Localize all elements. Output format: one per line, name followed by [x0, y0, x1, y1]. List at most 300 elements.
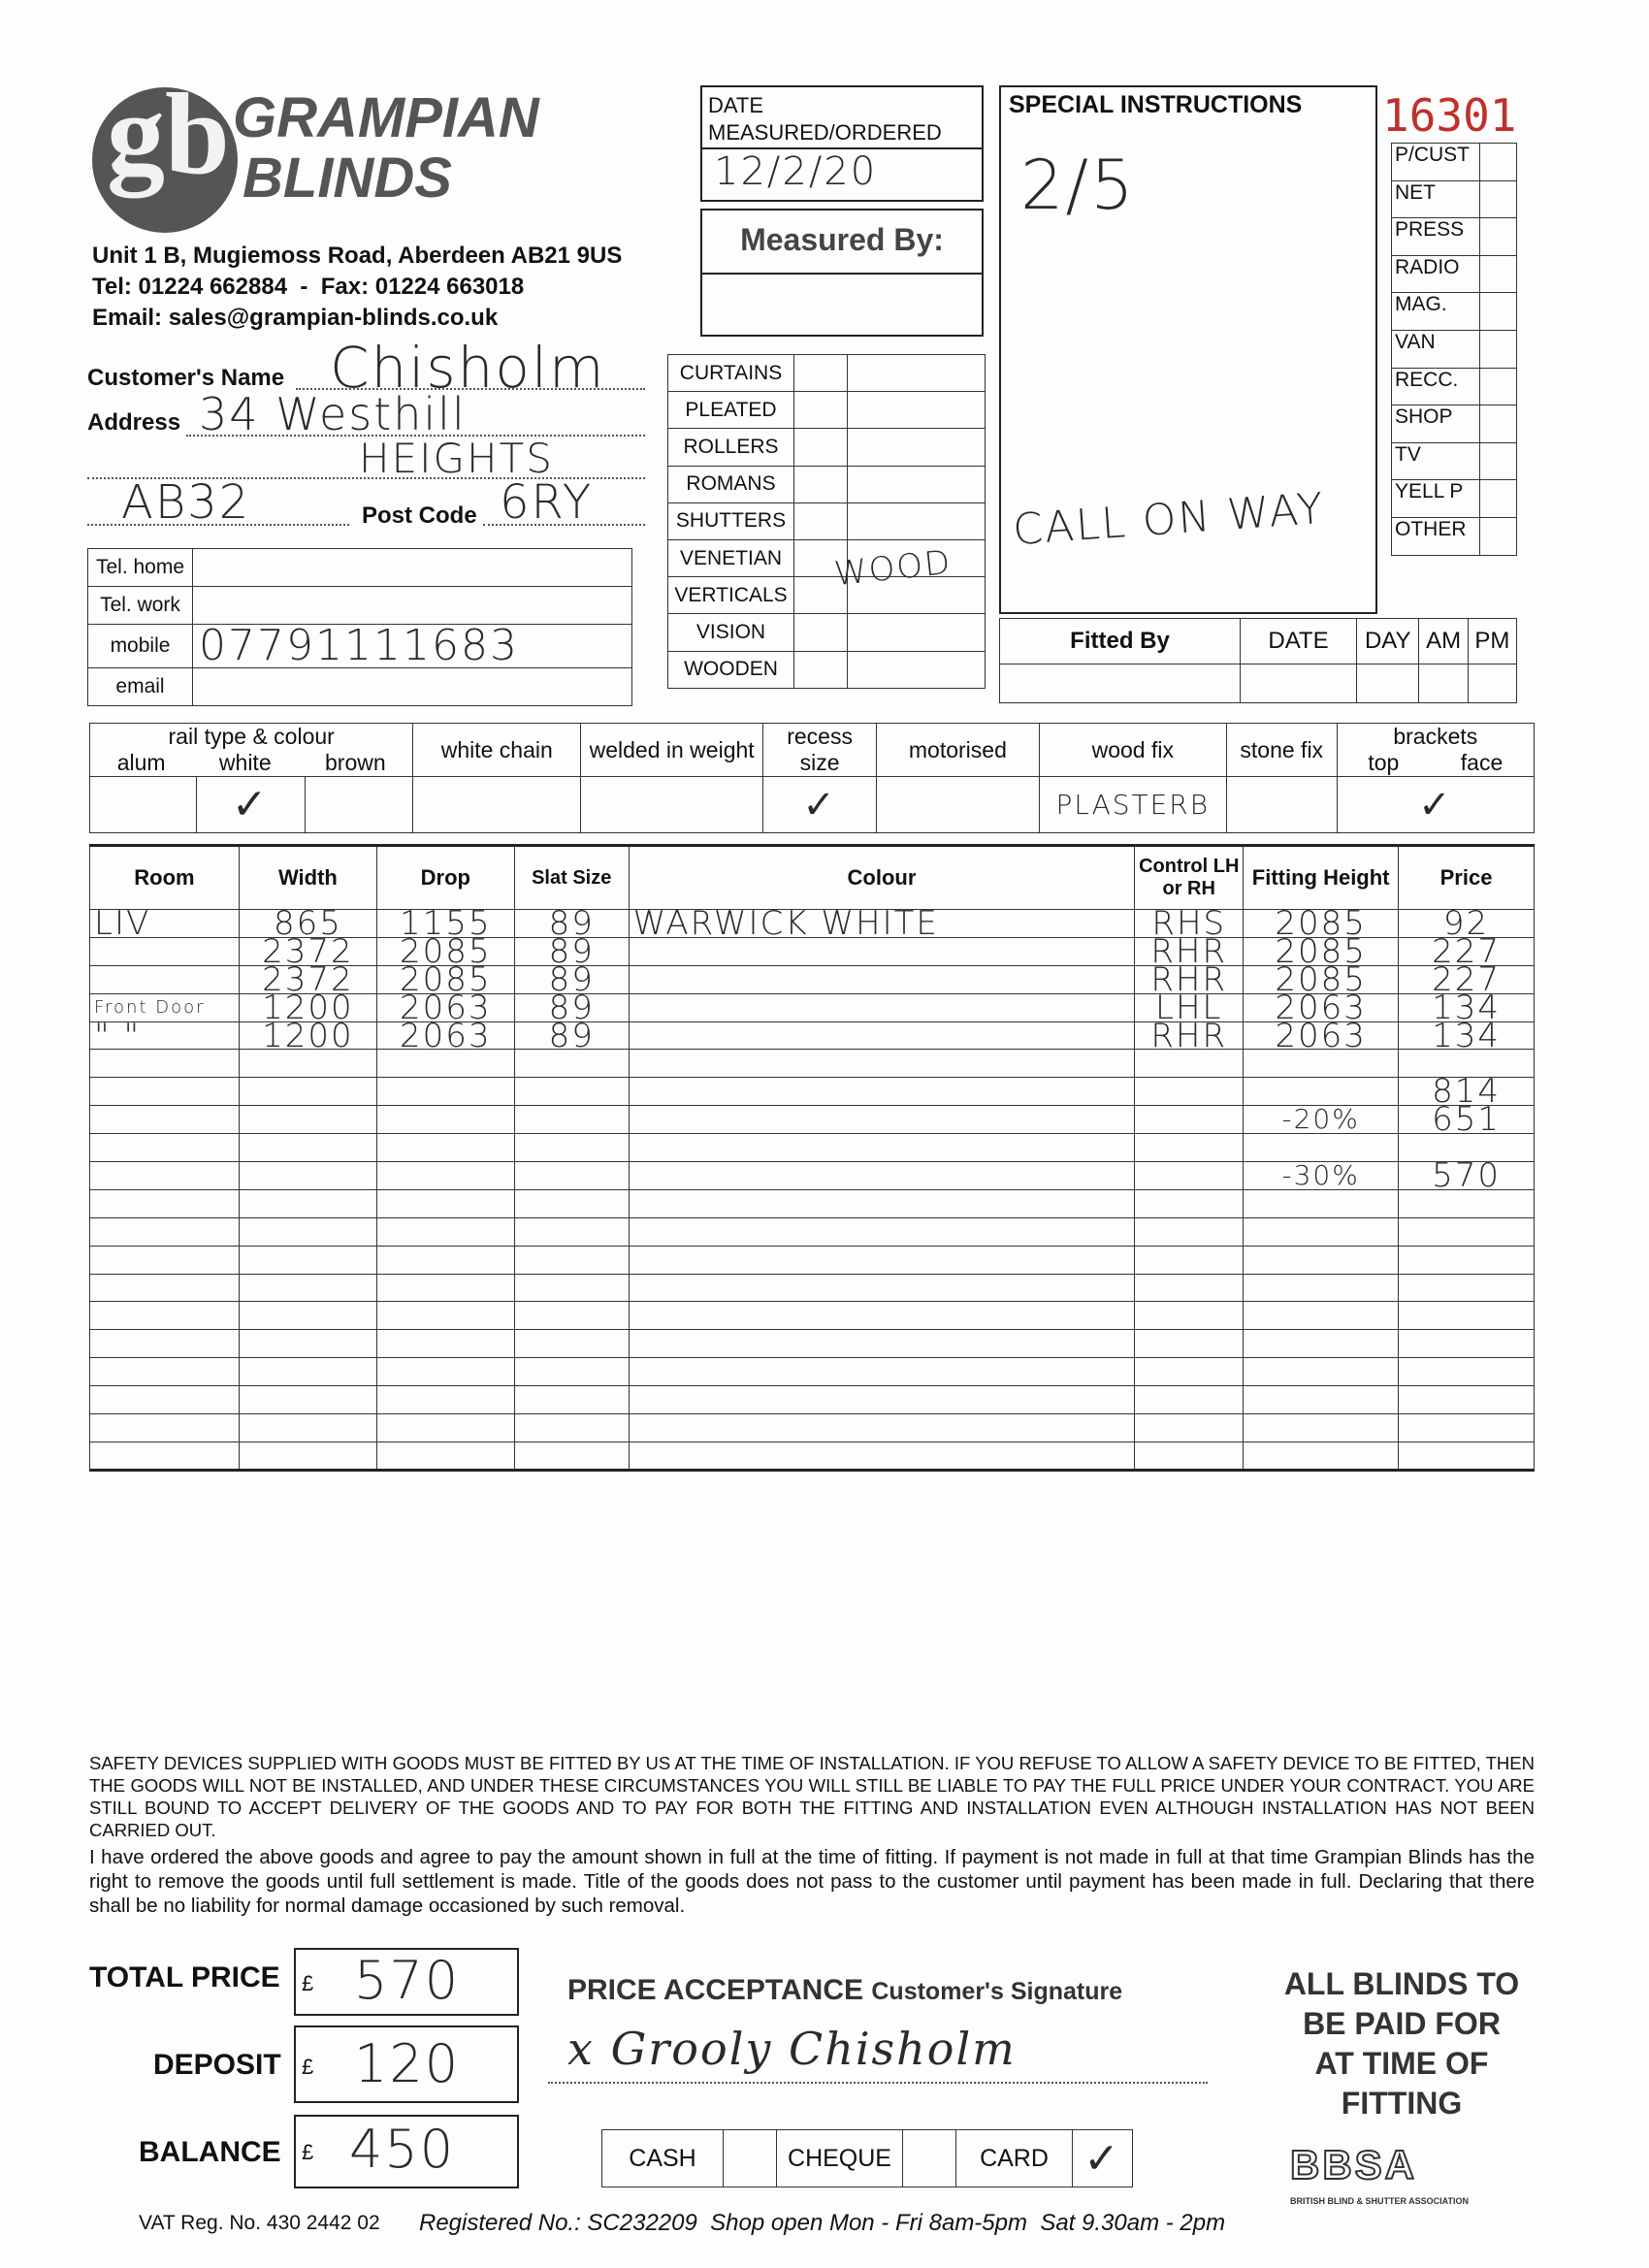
order-cell[interactable]: 570: [1399, 1162, 1535, 1190]
order-cell[interactable]: -30%: [1244, 1162, 1399, 1190]
order-cell[interactable]: [1135, 1106, 1244, 1134]
deposit-box[interactable]: [294, 2025, 519, 2103]
order-cell[interactable]: [90, 1386, 240, 1414]
order-cell[interactable]: [629, 993, 1135, 1021]
date-label-2: MEASURED/ORDERED: [702, 118, 982, 149]
rail-type-title: rail type & colour: [168, 724, 335, 749]
order-cell[interactable]: 2063: [1244, 1021, 1399, 1050]
order-cell[interactable]: [514, 1330, 629, 1358]
source-checkbox[interactable]: [1480, 442, 1517, 480]
vat-number: VAT Reg. No. 430 2442 02: [139, 2212, 380, 2234]
source-checkbox[interactable]: [1480, 218, 1517, 256]
order-cell[interactable]: [1135, 1217, 1244, 1246]
source-checkbox[interactable]: [1480, 368, 1517, 405]
order-cell[interactable]: [629, 965, 1135, 993]
order-cell[interactable]: [239, 1162, 376, 1190]
order-cell[interactable]: [629, 1302, 1135, 1330]
product-checkbox[interactable]: [794, 466, 848, 502]
order-cell[interactable]: [90, 1330, 240, 1358]
order-cell[interactable]: [1244, 1050, 1399, 1078]
order-cell[interactable]: 1155: [376, 910, 514, 938]
table-row: [90, 1106, 1535, 1134]
brackets-check-icon[interactable]: ✓: [1337, 777, 1534, 833]
product-checkbox[interactable]: [794, 429, 848, 466]
order-cell[interactable]: 2085: [1244, 965, 1399, 993]
order-cell[interactable]: [239, 1274, 376, 1302]
source-row: [1392, 368, 1517, 405]
date-label: DATE: [708, 93, 764, 117]
venetian-note[interactable]: WOOD: [832, 542, 954, 595]
registration-hours: Registered No.: SC232209 Shop open Mon - Fri 8am-5pm Sat 9.30am - 2pm: [419, 2210, 1226, 2236]
order-cell[interactable]: [239, 1217, 376, 1246]
order-cell[interactable]: [514, 1274, 629, 1302]
order-cell[interactable]: [239, 1050, 376, 1078]
source-checkbox[interactable]: [1480, 293, 1517, 331]
order-cell[interactable]: [90, 1442, 240, 1470]
order-cell[interactable]: [1244, 1134, 1399, 1162]
rail-white-label: white: [218, 750, 272, 775]
fitted-pm-label: PM: [1468, 619, 1516, 664]
order-cell[interactable]: [629, 1134, 1135, 1162]
order-cell[interactable]: [1399, 1330, 1535, 1358]
order-cell[interactable]: 89: [514, 1021, 629, 1050]
order-cell[interactable]: 1200: [239, 993, 376, 1021]
order-cell[interactable]: [90, 1106, 240, 1134]
source-label: NET: [1392, 180, 1480, 218]
order-cell[interactable]: 814: [1399, 1078, 1535, 1106]
order-cell[interactable]: [376, 1189, 514, 1217]
balance-label: BALANCE: [139, 2136, 281, 2168]
order-cell[interactable]: [1399, 1358, 1535, 1386]
order-cell[interactable]: 2085: [376, 965, 514, 993]
table-row: [90, 910, 1535, 938]
order-cell[interactable]: [629, 1274, 1135, 1302]
phone-value[interactable]: [193, 549, 632, 587]
fitted-pm-value[interactable]: [1468, 664, 1516, 703]
wood-fix-value[interactable]: PLASTERB: [1039, 777, 1226, 833]
order-cell[interactable]: 2085: [1244, 910, 1399, 938]
product-checkbox[interactable]: [794, 651, 848, 688]
product-checkbox[interactable]: [794, 502, 848, 539]
deposit-label: DEPOSIT: [153, 2049, 281, 2081]
payment-method-table: [601, 2129, 1133, 2187]
order-cell[interactable]: [376, 1106, 514, 1134]
order-cell[interactable]: [239, 1386, 376, 1414]
order-cell[interactable]: [1244, 1217, 1399, 1246]
rail-brown-value[interactable]: [305, 777, 413, 833]
order-cell[interactable]: [239, 1246, 376, 1274]
order-cell[interactable]: RHR: [1135, 937, 1244, 965]
order-cell[interactable]: [1135, 1414, 1244, 1442]
order-cell[interactable]: [514, 1414, 629, 1442]
table-row: [90, 1302, 1535, 1330]
source-checkbox[interactable]: [1480, 405, 1517, 443]
product-note[interactable]: [848, 614, 986, 651]
order-cell[interactable]: [514, 1302, 629, 1330]
order-cell[interactable]: 89: [514, 937, 629, 965]
rail-white-check-icon[interactable]: ✓: [196, 777, 305, 833]
order-cell[interactable]: [514, 1442, 629, 1470]
order-header-row: [90, 846, 1535, 910]
phone-value[interactable]: 07791111683: [193, 625, 632, 668]
payment-cheque-label: CHEQUE: [777, 2130, 903, 2187]
order-cell[interactable]: [1244, 1189, 1399, 1217]
order-cell[interactable]: 2063: [376, 993, 514, 1021]
source-checkbox[interactable]: [1480, 330, 1517, 368]
notice-line-4: FITTING: [1341, 2086, 1463, 2121]
price-acceptance-label: PRICE ACCEPTANCE: [567, 1974, 864, 2006]
order-cell[interactable]: [514, 1162, 629, 1190]
welded-value[interactable]: [581, 777, 763, 833]
fitted-day-value[interactable]: [1357, 664, 1419, 703]
order-cell[interactable]: [514, 1246, 629, 1274]
order-cell[interactable]: [90, 937, 240, 965]
fitted-am-value[interactable]: [1419, 664, 1468, 703]
order-cell[interactable]: 2085: [1244, 937, 1399, 965]
table-row: [90, 1134, 1535, 1162]
order-cell[interactable]: [514, 1106, 629, 1134]
order-cell[interactable]: 134: [1399, 993, 1535, 1021]
recess-label: recess size: [763, 724, 877, 777]
source-checkbox[interactable]: [1480, 517, 1517, 555]
order-cell[interactable]: [1399, 1217, 1535, 1246]
order-cell[interactable]: [1399, 1134, 1535, 1162]
phone-label: Tel. work: [88, 587, 193, 625]
order-cell[interactable]: [90, 1050, 240, 1078]
order-cell[interactable]: [376, 1414, 514, 1442]
special-note-1[interactable]: 2/5: [1020, 146, 1136, 225]
notice-line-3: AT TIME OF: [1314, 2046, 1489, 2081]
order-cell[interactable]: [1135, 1246, 1244, 1274]
bbsa-caption: BRITISH BLIND & SHUTTER ASSOCIATION: [1290, 2196, 1469, 2206]
product-note[interactable]: [848, 651, 986, 688]
recess-check-icon[interactable]: ✓: [763, 777, 877, 833]
order-header: Width: [239, 846, 376, 910]
order-cell[interactable]: [629, 1442, 1135, 1470]
order-cell[interactable]: [376, 1386, 514, 1414]
phone-row: [88, 625, 632, 668]
payment-cash-box[interactable]: [724, 2130, 777, 2187]
phone-value[interactable]: [193, 587, 632, 625]
payment-card-label: CARD: [956, 2130, 1073, 2187]
order-cell[interactable]: [239, 1106, 376, 1134]
order-header: Slat Size: [514, 846, 629, 910]
order-cell[interactable]: [629, 1078, 1135, 1106]
customer-name-value[interactable]: Chisholm: [330, 335, 606, 401]
bbsa-logo: BBSA: [1290, 2142, 1418, 2187]
phone-label: mobile: [88, 625, 193, 668]
order-cell[interactable]: [629, 1217, 1135, 1246]
product-row: [668, 392, 986, 429]
source-checkbox[interactable]: [1480, 255, 1517, 293]
order-cell[interactable]: [376, 1330, 514, 1358]
order-cell[interactable]: [1244, 1302, 1399, 1330]
order-cell[interactable]: [514, 1078, 629, 1106]
fitted-date-value[interactable]: [1241, 664, 1357, 703]
order-cell[interactable]: 227: [1399, 965, 1535, 993]
order-cell[interactable]: [1135, 1189, 1244, 1217]
order-table: [89, 844, 1535, 1472]
order-cell[interactable]: [1244, 1414, 1399, 1442]
stone-fix-value[interactable]: [1226, 777, 1337, 833]
fitted-by-value[interactable]: [1000, 664, 1241, 703]
customer-signature[interactable]: x Grooly Chisholm: [567, 2023, 1017, 2075]
order-cell[interactable]: [514, 1134, 629, 1162]
order-cell[interactable]: [1135, 1274, 1244, 1302]
order-cell[interactable]: [629, 1189, 1135, 1217]
order-cell[interactable]: 227: [1399, 937, 1535, 965]
source-row: [1392, 330, 1517, 368]
address-value-2[interactable]: HEIGHTS: [359, 435, 554, 482]
order-cell[interactable]: 865: [239, 910, 376, 938]
order-cell[interactable]: [376, 1134, 514, 1162]
source-checkbox[interactable]: [1480, 144, 1517, 181]
measured-by-box: [700, 209, 984, 337]
motorised-label: motorised: [877, 724, 1040, 777]
order-cell[interactable]: [1399, 1050, 1535, 1078]
product-checkbox[interactable]: [794, 614, 848, 651]
order-cell[interactable]: WARWICK WHITE: [629, 910, 1135, 938]
phone-label: Tel. home: [88, 549, 193, 587]
order-cell[interactable]: RHR: [1135, 965, 1244, 993]
source-label: VAN: [1392, 330, 1480, 368]
order-cell[interactable]: [629, 1050, 1135, 1078]
date-value[interactable]: 12/2/20: [714, 149, 878, 194]
source-row: [1392, 293, 1517, 331]
order-cell[interactable]: [1135, 1330, 1244, 1358]
product-note[interactable]: [848, 429, 986, 466]
order-cell[interactable]: [514, 1358, 629, 1386]
source-label: P/CUST: [1392, 144, 1480, 181]
order-cell[interactable]: [514, 1386, 629, 1414]
order-cell[interactable]: [1135, 1358, 1244, 1386]
table-row: [90, 1021, 1535, 1050]
order-cell[interactable]: [1135, 1442, 1244, 1470]
postcode-value[interactable]: 6RY: [500, 475, 594, 530]
order-cell[interactable]: [90, 1302, 240, 1330]
order-cell[interactable]: [239, 1302, 376, 1330]
fitted-am-label: AM: [1419, 619, 1468, 664]
order-cell[interactable]: [239, 1078, 376, 1106]
order-cell[interactable]: [376, 1358, 514, 1386]
table-row: [90, 1162, 1535, 1190]
order-cell[interactable]: [376, 1162, 514, 1190]
order-cell[interactable]: 89: [514, 965, 629, 993]
brackets-label: brackets: [1393, 724, 1478, 749]
order-cell[interactable]: [376, 1302, 514, 1330]
order-cell[interactable]: [514, 1217, 629, 1246]
source-row: [1392, 442, 1517, 480]
order-cell[interactable]: [90, 1189, 240, 1217]
order-cell[interactable]: [376, 1246, 514, 1274]
order-cell[interactable]: [629, 1414, 1135, 1442]
order-cell[interactable]: [376, 1442, 514, 1470]
order-cell[interactable]: [1399, 1302, 1535, 1330]
order-cell[interactable]: [514, 1050, 629, 1078]
order-cell[interactable]: 89: [514, 993, 629, 1021]
order-cell[interactable]: [629, 1162, 1135, 1190]
order-cell[interactable]: [239, 1414, 376, 1442]
order-cell[interactable]: [376, 1217, 514, 1246]
order-cell[interactable]: [1244, 1358, 1399, 1386]
order-cell[interactable]: [239, 1358, 376, 1386]
order-cell[interactable]: [1135, 1386, 1244, 1414]
balance-value: 450: [349, 2119, 456, 2180]
order-cell[interactable]: [90, 1274, 240, 1302]
product-label: CURTAINS: [668, 355, 794, 392]
order-cell[interactable]: [1135, 1302, 1244, 1330]
product-checkbox[interactable]: [794, 392, 848, 429]
total-price-box[interactable]: [294, 1948, 519, 2016]
order-header: Price: [1399, 846, 1535, 910]
order-cell[interactable]: 2063: [376, 1021, 514, 1050]
total-currency: £: [302, 1971, 314, 1995]
table-row: [90, 1189, 1535, 1217]
order-cell[interactable]: [90, 1078, 240, 1106]
order-cell[interactable]: [90, 1217, 240, 1246]
order-cell[interactable]: [1244, 1274, 1399, 1302]
source-checkbox[interactable]: [1480, 180, 1517, 218]
payment-notice: [1251, 1964, 1552, 2123]
order-cell[interactable]: [376, 1050, 514, 1078]
source-row: [1392, 144, 1517, 181]
order-cell[interactable]: [1399, 1274, 1535, 1302]
order-cell[interactable]: [1244, 1442, 1399, 1470]
product-label: WOODEN: [668, 651, 794, 688]
product-note[interactable]: [848, 392, 986, 429]
order-cell[interactable]: [629, 1246, 1135, 1274]
order-cell[interactable]: RHS: [1135, 910, 1244, 938]
company-email: Email: sales@grampian-blinds.co.uk: [92, 305, 499, 331]
order-cell[interactable]: [376, 1078, 514, 1106]
source-checkbox[interactable]: [1480, 480, 1517, 518]
payment-cheque-box[interactable]: [903, 2130, 956, 2187]
rail-alum-value[interactable]: [90, 777, 197, 833]
order-cell[interactable]: [1244, 1246, 1399, 1274]
order-cell[interactable]: 2372: [239, 937, 376, 965]
order-cell[interactable]: [1135, 1134, 1244, 1162]
brackets-cell: [1337, 724, 1534, 777]
product-label: PLEATED: [668, 392, 794, 429]
order-cell[interactable]: 92: [1399, 910, 1535, 938]
product-table: [667, 354, 986, 689]
special-instructions-box: [999, 85, 1377, 614]
order-cell[interactable]: [629, 1386, 1135, 1414]
order-cell[interactable]: [1244, 1386, 1399, 1414]
order-cell[interactable]: [1135, 1162, 1244, 1190]
order-cell[interactable]: [1399, 1189, 1535, 1217]
order-cell[interactable]: [1399, 1386, 1535, 1414]
balance-box[interactable]: [294, 2115, 519, 2188]
order-cell[interactable]: " ": [90, 1021, 240, 1050]
order-cell[interactable]: [1244, 1078, 1399, 1106]
order-header: Drop: [376, 846, 514, 910]
product-checkbox[interactable]: [794, 355, 848, 392]
order-cell[interactable]: 89: [514, 910, 629, 938]
order-cell[interactable]: [514, 1189, 629, 1217]
phone-table: [87, 548, 632, 706]
order-cell[interactable]: [376, 1274, 514, 1302]
phone-row: [88, 668, 632, 706]
notice-line-1: ALL BLINDS TO: [1283, 1966, 1520, 2001]
source-label: YELL P: [1392, 480, 1480, 518]
order-cell[interactable]: [90, 1246, 240, 1274]
payment-cash-label: CASH: [602, 2130, 724, 2187]
order-cell[interactable]: [239, 1330, 376, 1358]
order-cell[interactable]: [629, 1330, 1135, 1358]
company-name-line2: BLINDS: [242, 146, 452, 210]
order-cell[interactable]: [629, 1106, 1135, 1134]
order-cell[interactable]: 2372: [239, 965, 376, 993]
order-cell[interactable]: 2085: [376, 937, 514, 965]
measured-by-value[interactable]: [702, 275, 982, 333]
table-row: [90, 1246, 1535, 1274]
order-cell[interactable]: [1135, 1078, 1244, 1106]
phone-row: [88, 587, 632, 625]
fitted-by-label: Fitted By: [1000, 619, 1241, 664]
order-cell[interactable]: [90, 1134, 240, 1162]
wood-fix-label: wood fix: [1039, 724, 1226, 777]
deposit-currency: £: [302, 2055, 314, 2079]
order-cell[interactable]: LIV: [90, 910, 240, 938]
phone-value[interactable]: [193, 668, 632, 706]
white-chain-value[interactable]: [413, 777, 581, 833]
rail-brown-label: brown: [325, 750, 386, 775]
order-cell[interactable]: [1399, 1442, 1535, 1470]
source-row: [1392, 405, 1517, 443]
table-row: [90, 965, 1535, 993]
special-note-2[interactable]: CALL ON WAY: [1011, 483, 1327, 556]
order-cell[interactable]: [239, 1189, 376, 1217]
order-cell[interactable]: [239, 1134, 376, 1162]
order-cell[interactable]: LHL: [1135, 993, 1244, 1021]
payment-card-check-icon[interactable]: ✓: [1073, 2130, 1133, 2187]
form-number: 16301: [1382, 89, 1517, 142]
source-table: [1391, 143, 1517, 556]
address-value-3[interactable]: AB32: [121, 475, 251, 530]
address-value-1[interactable]: 34 Westhill: [199, 388, 467, 440]
motorised-value[interactable]: [877, 777, 1040, 833]
deposit-value: 120: [354, 2033, 461, 2094]
fitted-date-label: DATE: [1241, 619, 1357, 664]
brackets-top-label: top: [1368, 750, 1400, 775]
order-cell[interactable]: [629, 1358, 1135, 1386]
order-cell[interactable]: 134: [1399, 1021, 1535, 1050]
order-cell[interactable]: 2063: [1244, 993, 1399, 1021]
source-row: [1392, 517, 1517, 555]
order-cell[interactable]: [629, 937, 1135, 965]
order-cell[interactable]: 651: [1399, 1106, 1535, 1134]
order-cell[interactable]: [90, 965, 240, 993]
order-cell[interactable]: [90, 1414, 240, 1442]
order-cell[interactable]: RHR: [1135, 1021, 1244, 1050]
order-cell[interactable]: [1399, 1414, 1535, 1442]
product-note[interactable]: [848, 502, 986, 539]
order-cell[interactable]: [90, 1358, 240, 1386]
order-cell[interactable]: [1135, 1050, 1244, 1078]
order-cell[interactable]: 1200: [239, 1021, 376, 1050]
order-cell[interactable]: [90, 1162, 240, 1190]
order-cell[interactable]: [629, 1021, 1135, 1050]
order-cell[interactable]: -20%: [1244, 1106, 1399, 1134]
product-note[interactable]: [848, 466, 986, 502]
order-cell[interactable]: [239, 1442, 376, 1470]
company-address: Unit 1 B, Mugiemoss Road, Aberdeen AB21 9US: [92, 243, 623, 269]
order-cell[interactable]: Front Door: [90, 993, 240, 1021]
order-cell[interactable]: [1399, 1246, 1535, 1274]
product-note[interactable]: [848, 355, 986, 392]
order-cell[interactable]: [1244, 1330, 1399, 1358]
